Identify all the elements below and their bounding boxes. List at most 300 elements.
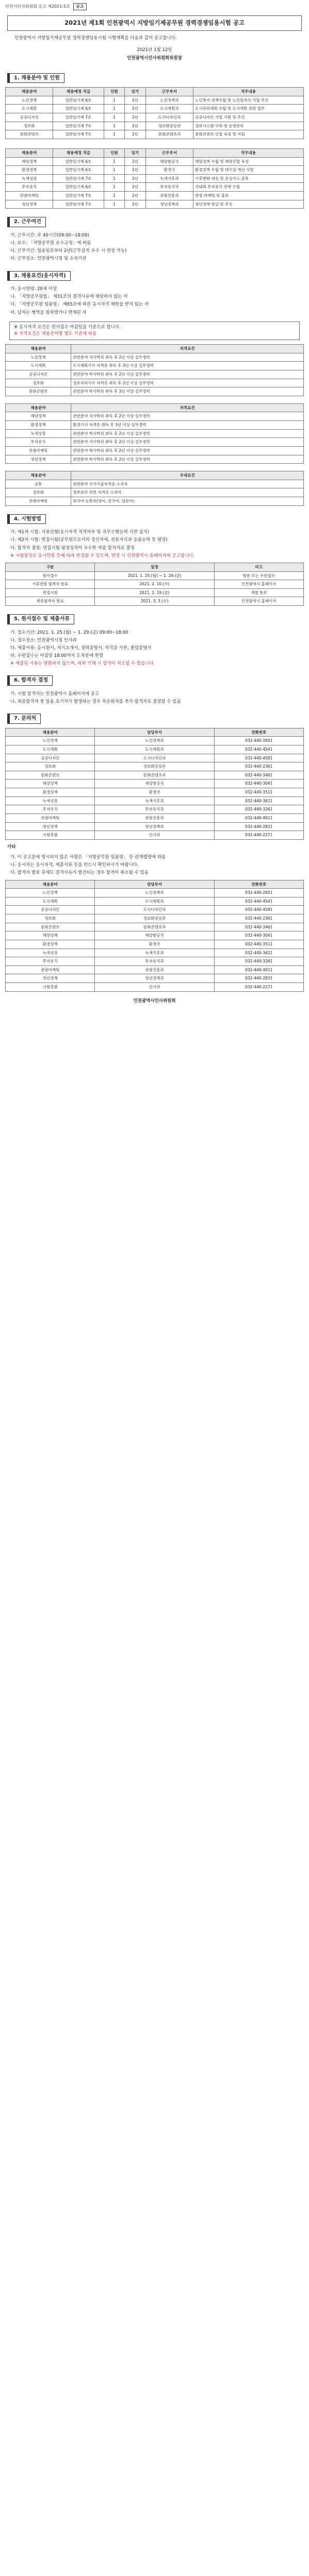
table-cell: 노인정책과 (95, 889, 214, 897)
table-cell: 노인정책 (6, 889, 95, 897)
table-cell: 면접시험 (6, 588, 95, 597)
table-cell: 정보시스템 구축 및 운영관리 (193, 122, 304, 130)
exam-text (5, 527, 304, 562)
column-header: 전화번호 (214, 880, 303, 889)
table-cell: 환경국 (145, 166, 193, 175)
table-row (6, 105, 304, 113)
table-cell: 정보화담당관 (145, 122, 193, 130)
table-cell: 2년 (125, 113, 145, 122)
table-row (6, 889, 304, 897)
table-cell: 관련분야 석사학위 취득 후 2년 이상 실무경력 (71, 353, 304, 362)
table-cell: 관광 마케팅 및 홍보 (193, 192, 304, 200)
table-cell: 투자유치 (6, 805, 95, 814)
table-cell: 1 (104, 113, 124, 122)
table-cell: 032-440-4541 (214, 897, 303, 906)
table-cell: 문화콘텐츠 (6, 387, 71, 396)
table-cell: 일반임기제 7호 (53, 122, 104, 130)
table-cell: 도시계획 (6, 897, 95, 906)
table-cell: 032-440-3511 (214, 788, 303, 797)
table-cell: 문화콘텐츠 (6, 771, 95, 779)
table-cell: 청년정책과 (145, 200, 193, 209)
table-cell: 시험총괄 (6, 983, 95, 992)
section-title-contact: 7. 문의처 (7, 714, 41, 724)
table-cell: 방문 또는 우편접수 (214, 571, 303, 580)
column-header: 채용예정 직급 (53, 88, 104, 96)
table-cell: 문화콘텐츠 산업 육성 및 지원 (193, 130, 304, 139)
column-header: 인원 (104, 88, 124, 96)
table-cell: 시험총괄 (6, 831, 95, 840)
table-row (6, 446, 304, 455)
application-text (5, 628, 304, 670)
table-cell: 일반임기제 7호 (53, 113, 104, 122)
table-cell: 녹색기후과 (145, 174, 193, 183)
recruitment-table-2 (5, 148, 304, 209)
table-cell: 정보화 (6, 122, 53, 130)
table-cell: 청년정책 (6, 974, 95, 983)
exam-line: 다. 합격자 결정: 면접시험 평정성적이 우수한 자를 합격자로 결정 (10, 545, 135, 551)
table-cell: 관련분야 학사학위 취득 후 3년 이상 실무경력 (71, 387, 304, 396)
table-cell: 청년정책 발굴 및 추진 (193, 200, 304, 209)
table-cell: 일반임기제 6호 (53, 96, 104, 105)
table-cell: 2년 (125, 130, 145, 139)
table-cell: 정보화담당관 (95, 762, 214, 771)
table-row (6, 370, 304, 379)
docs-line: 라. 우편접수는 마감일 18:00까지 도착분에 한함 (10, 653, 104, 659)
table-cell: 투자유치 (6, 438, 71, 447)
table-row (6, 497, 304, 506)
table-cell: 문화콘텐츠과 (95, 771, 214, 779)
table-row (6, 897, 304, 906)
table-cell: 도시관리계획 수립 및 도시계획 관련 업무 (193, 105, 304, 113)
column-header: 구분 (6, 563, 95, 571)
table-cell: 투자유치과 (145, 183, 193, 192)
table-row (6, 580, 304, 589)
table-cell: 노인정책 (6, 96, 53, 105)
exam-line: 가. 제1차 시험: 서류전형(응시자격 적격여부 및 직무수행능력 서면 심사) (10, 530, 150, 535)
table-cell: 정보처리기사 자격증 취득 후 2년 이상 실무경력 (71, 379, 304, 387)
header-strip (5, 3, 304, 10)
table-cell: 관련분야 학사학위 취득 후 2년 이상 실무경력 (71, 455, 304, 464)
qualification-table-1 (5, 344, 304, 396)
table-cell: 환경정책 (6, 788, 95, 797)
table-cell: 원서접수 (6, 571, 95, 580)
column-header: 채용분야 (6, 148, 53, 157)
table-cell: 관광마케팅 (6, 192, 53, 200)
table-cell: 관련분야 학사학위 취득 후 2년 이상 실무경력 (71, 370, 304, 379)
table-cell: 일반임기제 7호 (53, 192, 104, 200)
req-line: 라. 남자는 병역을 필하였거나 면제된 자 (10, 310, 87, 315)
table-cell: 도시계획 (6, 745, 95, 754)
table-cell: 1 (104, 166, 124, 175)
table-cell: 관련분야 학사학위 취득 후 2년 이상 실무경력 (71, 446, 304, 455)
table-cell: 공공디자인 (6, 370, 71, 379)
table-cell: 도시계획과 (95, 897, 214, 906)
table-cell: 032-440-3621 (214, 948, 303, 957)
table-cell: 2021. 2. 19.(금) (95, 588, 214, 597)
table-header-row (6, 880, 304, 889)
table-row (6, 588, 304, 597)
table-cell: 관광진흥과 (95, 965, 214, 974)
table-cell: 환경정책 (6, 166, 53, 175)
table-cell: 해양정책 (6, 931, 95, 940)
table-cell: 관광마케팅 (6, 965, 95, 974)
table-cell: 정보화 (6, 488, 71, 497)
table-cell: 032-440-3461 (214, 923, 303, 931)
table-cell: 관광진흥과 (95, 814, 214, 822)
table-cell: 공공디자인 (6, 754, 95, 762)
table-cell: 2021. 1. 25.(월) ~ 1. 29.(금) (95, 571, 214, 580)
table-cell: 일반임기제 7호 (53, 200, 104, 209)
table-row (6, 745, 304, 754)
table-row (6, 983, 304, 992)
column-header: 직무내용 (193, 148, 304, 157)
req-note: ※ 응시자격 요건은 원서접수 마감일을 기준으로 합니다. (14, 324, 121, 330)
notice-intro: 인천광역시 지방임기제공무원 경력경쟁임용시험 시행계획을 다음과 같이 공고합니다. (14, 36, 177, 41)
result-text (5, 689, 304, 707)
column-header: 채용분야 (6, 88, 53, 96)
table-row (6, 796, 304, 805)
contact-table (5, 728, 304, 840)
table-cell: 녹색기후과 (95, 796, 214, 805)
table-cell: 관광진흥과 (145, 192, 193, 200)
column-header: 채용분야 (6, 345, 71, 353)
table-row (6, 362, 304, 370)
table-row (6, 931, 304, 940)
table-cell: 1 (104, 200, 124, 209)
table-cell: 032-440-3041 (214, 779, 303, 788)
table-row (6, 814, 304, 822)
table-body (6, 571, 304, 606)
table-row (6, 957, 304, 966)
table-body (6, 353, 304, 396)
extra-contact-table (5, 880, 304, 992)
table-cell: 관련분야 석사학위 취득 후 2년 이상 실무경력 (71, 412, 304, 421)
req-line: 가. 응시연령: 20세 이상 (10, 286, 57, 292)
table-cell: 관련분야 석사학위 취득 후 2년 이상 실무경력 (71, 438, 304, 447)
table-cell: 도시디자인과 (95, 906, 214, 914)
table-row (6, 412, 304, 421)
req-line: 다. 「지방공무원 임용령」 제65조에 따른 응시자격 제한을 받지 않는 자 (10, 302, 149, 308)
table-cell: 녹색성장 (6, 796, 95, 805)
table-cell: 1 (104, 157, 124, 166)
work-line: 라. 근무장소: 인천광역시청 및 소속기관 (10, 256, 87, 262)
table-row (6, 571, 304, 580)
table-cell: 노인정책 (6, 737, 95, 745)
result-line: 가. 시험 합격자는 인천광역시 홈페이지에 공고 (10, 691, 100, 697)
table-cell: 1 (104, 130, 124, 139)
table-row (6, 488, 304, 497)
work-line: 가. 근무시간: 주 40시간(09:00~18:00) (10, 232, 89, 238)
table-header-row (6, 403, 304, 412)
table-row (6, 130, 304, 139)
exam-red-note: ※ 시험일정은 응시인원 등에 따라 변경될 수 있으며, 변경 시 인천광역시 홈페이지에 공고합니다. (10, 553, 194, 558)
table-row (6, 974, 304, 983)
table-row (6, 455, 304, 464)
table-cell: 녹색성장 (6, 429, 71, 438)
table-cell: 해양항공국 (145, 157, 193, 166)
table-cell: 032-440-2361 (214, 914, 303, 923)
table-cell: 2년 (125, 96, 145, 105)
extra-title: 기타 (7, 844, 16, 850)
table-cell: 032-440-3511 (214, 940, 303, 948)
column-header: 채용분야 (6, 471, 71, 480)
table-cell: 일반임기제 6호 (53, 157, 104, 166)
table-cell: 문화콘텐츠과 (145, 130, 193, 139)
column-header: 인원 (104, 148, 124, 157)
table-header-row (6, 471, 304, 480)
work-line: 다. 근무기간: 임용일로부터 2년(근무실적 우수 시 연장 가능) (10, 248, 127, 254)
table-cell: 032-440-2651 (214, 737, 303, 745)
docs-line: 다. 제출서류: 응시원서, 자기소개서, 경력증명서, 자격증 사본, 졸업증명서 (10, 645, 152, 651)
docs-line: 나. 접수장소: 인천광역시청 인사과 (10, 637, 77, 643)
table-cell: 일반임기제 6호 (53, 183, 104, 192)
column-header: 우대요건 (71, 471, 304, 480)
column-header: 채용분야 (6, 880, 95, 889)
table-row (6, 379, 304, 387)
office-notice-number: 인천시인사위원회 공고 제2021-5호 (5, 4, 71, 9)
table-row (6, 200, 304, 209)
recruitment-table-1 (5, 87, 304, 139)
table-header-row (6, 728, 304, 737)
docs-red-note: ※ 제출된 서류는 반환하지 않으며, 허위 기재 시 합격이 취소될 수 있습니다. (10, 661, 155, 667)
table-cell: 도시디자인과 (145, 113, 193, 122)
table-cell: 032-440-4581 (214, 906, 303, 914)
table-row (6, 762, 304, 771)
table-cell: 노인정책과 (145, 96, 193, 105)
table-cell: 2년 (125, 157, 145, 166)
table-cell: 공공디자인 (6, 113, 53, 122)
table-cell: 1 (104, 174, 124, 183)
table-cell: 녹색성장 (6, 948, 95, 957)
table-cell: 2년 (125, 166, 145, 175)
table-cell: 환경정책 (6, 940, 95, 948)
table-cell: 해양정책 수립 및 해양산업 육성 (193, 157, 304, 166)
column-header: 일정 (95, 563, 214, 571)
table-cell: 환경국 (95, 788, 214, 797)
table-cell: 032-440-2271 (214, 983, 303, 992)
table-row (6, 421, 304, 430)
table-cell: 인사과 (95, 983, 214, 992)
table-cell: 도시계획 (6, 362, 71, 370)
section-title-work-conditions: 2. 근무여건 (7, 217, 46, 227)
column-header: 비고 (214, 563, 303, 571)
table-cell: 도시계획기사 자격증 취득 후 3년 이상 실무경력 (71, 362, 304, 370)
table-row (6, 940, 304, 948)
table-row (6, 831, 304, 840)
table-cell: 투자유치 (6, 957, 95, 966)
table-cell: 청년정책 (6, 200, 53, 209)
table-cell: 032-440-3461 (214, 771, 303, 779)
table-cell: 도시계획과 (145, 105, 193, 113)
table-cell: 도시디자인과 (95, 754, 214, 762)
table-cell: 정보화 (6, 762, 95, 771)
table-cell: 032-440-2361 (214, 762, 303, 771)
table-cell: 일반임기제 6호 (53, 166, 104, 175)
table-cell: 2년 (125, 122, 145, 130)
table-cell: 청년정책과 (95, 822, 214, 831)
column-header: 근무부서 (145, 88, 193, 96)
section-title-recruitment: 1. 채용분야 및 인원 (7, 73, 64, 83)
column-header: 자격요건 (71, 403, 304, 412)
table-row (6, 480, 304, 488)
table-cell: 노인정책 (6, 353, 71, 362)
table-cell: 정보화 (6, 379, 71, 387)
table-cell: 해양항공국 (95, 931, 214, 940)
table-cell: 개별 통보 (214, 588, 303, 597)
table-cell: 2년 (125, 105, 145, 113)
table-cell: 1 (104, 122, 124, 130)
table-row (6, 965, 304, 974)
table-cell: 관련분야 국가기술자격증 소지자 (71, 480, 304, 488)
qualification-table-2 (5, 403, 304, 464)
section-title-application: 5. 원서접수 및 제출서류 (7, 614, 74, 624)
table-cell: 공통 (6, 480, 71, 488)
table-body (6, 480, 304, 505)
extra-text (5, 852, 304, 879)
table-cell: 도시계획과 (95, 745, 214, 754)
table-cell: 해양정책 (6, 779, 95, 788)
req-line: 나. 「지방공무원법」 제31조의 결격사유에 해당하지 않는 자 (10, 294, 128, 300)
table-body (6, 96, 304, 139)
table-cell: 032-440-3261 (214, 957, 303, 966)
table-cell: 공공디자인 (6, 906, 95, 914)
table-cell: 2년 (125, 200, 145, 209)
table-cell: 문화콘텐츠과 (95, 923, 214, 931)
footer-organization: 인천광역시인사위원회 (133, 998, 176, 1004)
table-cell: 서류전형 합격자 발표 (6, 580, 95, 589)
table-row (6, 157, 304, 166)
table-cell: 032-440-2831 (214, 822, 303, 831)
table-cell: 노인복지 정책수립 및 노인일자리 사업 추진 (193, 96, 304, 105)
table-row (6, 183, 304, 192)
table-cell: 환경정책 (6, 421, 71, 430)
table-cell: 032-440-4581 (214, 754, 303, 762)
table-cell: 청년정책 (6, 455, 71, 464)
table-body (6, 889, 304, 992)
table-cell: 2년 (125, 174, 145, 183)
table-header-row (6, 148, 304, 157)
table-header-row (6, 563, 304, 571)
column-header: 담당부서 (95, 880, 214, 889)
table-cell: 관광마케팅 (6, 446, 71, 455)
table-row (6, 788, 304, 797)
table-cell: 2021. 3. 3.(수) (95, 597, 214, 606)
section-title-result: 6. 합격자 결정 (7, 675, 53, 686)
table-row (6, 122, 304, 130)
table-cell: 인천광역시 홈페이지 (214, 580, 303, 589)
table-cell: 032-440-4011 (214, 965, 303, 974)
table-cell: 032-440-4541 (214, 745, 303, 754)
table-cell: 032-440-3261 (214, 805, 303, 814)
table-cell: 녹색성장 (6, 174, 53, 183)
notice-page (5, 0, 304, 1005)
table-cell: 해양항공국 (95, 779, 214, 788)
exam-schedule-table (5, 563, 304, 606)
table-row (6, 923, 304, 931)
table-row (6, 174, 304, 183)
table-cell: 청년정책과 (95, 974, 214, 983)
requirements-note-box (9, 321, 300, 340)
extra-line: 나. 응시자는 응시자격, 제출서류 등을 반드시 확인하시기 바랍니다. (10, 862, 139, 868)
table-cell: 1 (104, 105, 124, 113)
extra-line: 가. 이 공고문에 명시되지 않은 사항은 「지방공무원 임용령」 등 관계법령에 따름 (10, 855, 166, 860)
table-row (6, 779, 304, 788)
section-title-requirements: 3. 채용요건(응시자격) (7, 271, 71, 281)
table-cell: 관광마케팅 (6, 497, 71, 506)
table-cell: 청년정책 (6, 822, 95, 831)
section-title-exam-method: 4. 시험방법 (7, 514, 46, 524)
table-cell: 해양정책 (6, 412, 71, 421)
table-cell: 032-440-2651 (214, 889, 303, 897)
table-row (6, 438, 304, 447)
table-row (6, 429, 304, 438)
table-cell: 환경기사 자격증 취득 후 3년 이상 실무경력 (71, 421, 304, 430)
table-row (6, 805, 304, 814)
table-cell: 최종합격자 발표 (6, 597, 95, 606)
notice-date: 2021년 1월 12일 (137, 47, 172, 53)
table-cell: 일반임기제 7호 (53, 130, 104, 139)
notice-badge: 공고 (73, 3, 86, 10)
table-cell: 국내외 투자유치 전략 수립 (193, 183, 304, 192)
column-header: 전화번호 (214, 728, 303, 737)
table-row (6, 771, 304, 779)
table-cell: 032-440-2831 (214, 974, 303, 983)
table-cell: 1 (104, 183, 124, 192)
table-row (6, 948, 304, 957)
table-cell: 032-440-3621 (214, 796, 303, 805)
column-header: 채용예정 직급 (53, 148, 104, 157)
table-cell: 환경정책 수립 및 대기질 개선 사업 (193, 166, 304, 175)
table-row (6, 387, 304, 396)
table-cell: 인천광역시 홈페이지 (214, 597, 303, 606)
table-cell: 녹색기후과 (95, 948, 214, 957)
table-cell: 관련분야 학사학위 취득 후 2년 이상 실무경력 (71, 429, 304, 438)
table-cell: 투자유치과 (95, 805, 214, 814)
exam-line: 나. 제2차 시험: 면접시험(공무원으로서의 정신자세, 전문지식과 응용능력 등 평정) (10, 537, 168, 543)
notice-title: 2021년 제1회 인천광역시 지방임기제공무원 경력경쟁임용시험 공고 (7, 15, 302, 31)
requirements-text (5, 284, 304, 318)
table-row (6, 597, 304, 606)
table-cell: 환경국 (95, 940, 214, 948)
column-header: 담당부서 (95, 728, 214, 737)
column-header: 자격요건 (71, 345, 304, 353)
req-red-note: ※ 자격요건은 채용분야별 별도 기준에 따름 (14, 331, 97, 336)
table-row (6, 113, 304, 122)
issuing-organization: 인천광역시인사위원회위원장 (127, 55, 182, 61)
table-cell: 정보보안 관련 자격증 소지자 (71, 488, 304, 497)
table-row (6, 96, 304, 105)
table-row (6, 906, 304, 914)
table-cell: 노인정책과 (95, 737, 214, 745)
table-body (6, 157, 304, 209)
table-cell: 정보화담당관 (95, 914, 214, 923)
column-header: 채용분야 (6, 728, 95, 737)
table-cell: 도시계획 (6, 105, 53, 113)
table-cell: 2021. 2. 10.(수) (95, 580, 214, 589)
table-cell: 2년 (125, 183, 145, 192)
extra-line: 다. 합격자 발표 후에도 결격사유가 발견되는 경우 합격이 취소될 수 있음 (10, 870, 149, 876)
result-line: 나. 최종합격자 중 임용 포기자가 발생하는 경우 차순위자를 추가 합격자로 결정할 수 있음 (10, 699, 181, 705)
docs-line: 가. 접수기간: 2021. 1. 25.(월) ~ 1. 29.(금) 09:00~18:00 (10, 630, 128, 635)
table-cell: 인사과 (95, 831, 214, 840)
table-cell: 1 (104, 192, 124, 200)
table-cell: 문화콘텐츠 (6, 923, 95, 931)
work-conditions (5, 230, 304, 265)
column-header: 근무부서 (145, 148, 193, 157)
table-row (6, 822, 304, 831)
table-cell: 2년 (125, 192, 145, 200)
table-body (6, 412, 304, 464)
